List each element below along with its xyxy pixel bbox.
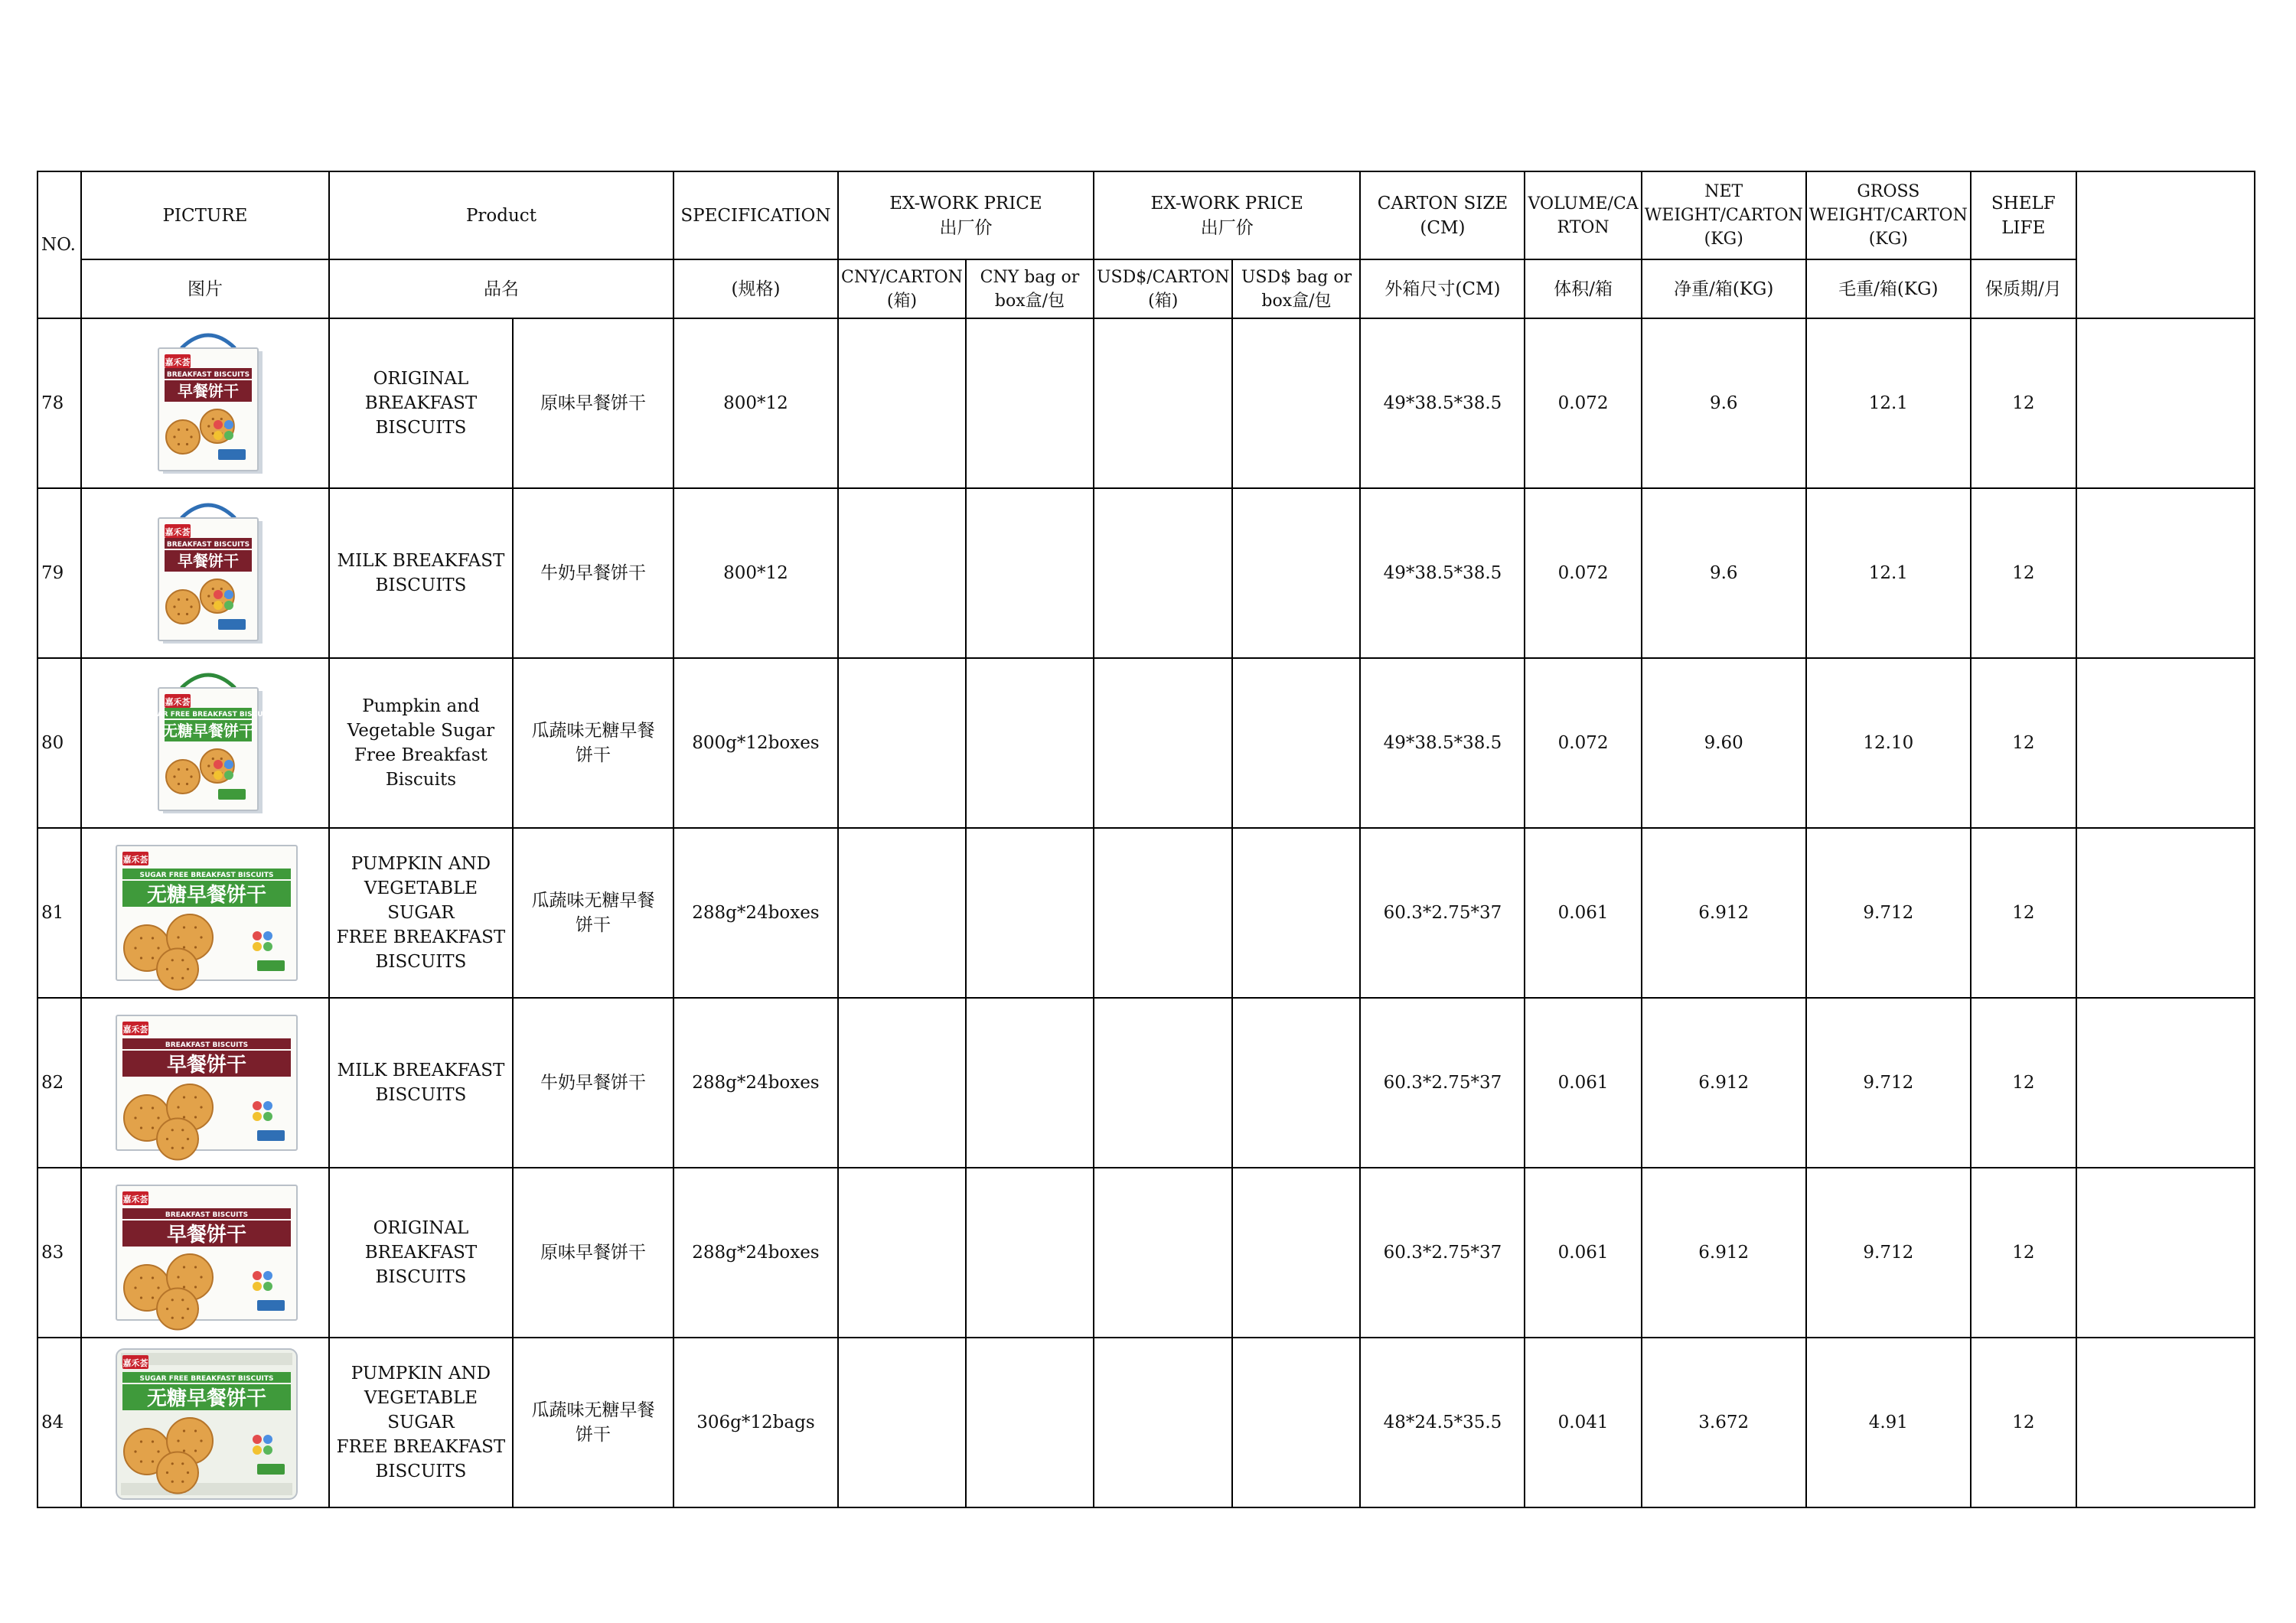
subheader-cny-bag-line2: box盒/包 [994, 291, 1065, 311]
specification-cell: 800g*12boxes [673, 658, 838, 828]
flavor-dot [214, 771, 223, 780]
net-weight-cell: 9.6 [1642, 488, 1806, 658]
volume-cell: 0.072 [1525, 488, 1641, 658]
cny-bag-price [966, 1168, 1094, 1338]
flavor-dot [263, 1282, 272, 1291]
flavor-dot [214, 760, 223, 769]
product-name-en-line: FREE BREAKFAST [336, 927, 506, 947]
product-picture [81, 1338, 329, 1507]
biscuit-image [166, 420, 200, 454]
product-name-en-line: BISCUITS [375, 1462, 467, 1481]
package-banner-text: SUGAR FREE BREAKFAST BISCUITS [141, 711, 276, 719]
subheader-usd-bag [1232, 259, 1360, 318]
header-no: NO. [38, 171, 81, 318]
subheader-picture: 图片 [81, 259, 329, 318]
cny-bag-price [966, 1338, 1094, 1507]
product-name-cn [513, 488, 673, 658]
package-banner-text: BREAKFAST BISCUITS [166, 371, 250, 379]
product-name-en-line: Free Breakfast [354, 745, 488, 765]
product-name-cn-line: 瓜蔬味无糖早餐 [531, 1400, 655, 1420]
subheader-specification: (规格) [673, 259, 838, 318]
product-name-en [329, 828, 513, 998]
product-name-en-line: BISCUITS [375, 418, 467, 438]
blank-cell [2076, 658, 2255, 828]
subheader-usd-carton [1094, 259, 1233, 318]
shelf-life-cell: 12 [1971, 658, 2076, 828]
subheader-cny-carton [838, 259, 966, 318]
carton-size-cell: 49*38.5*38.5 [1360, 658, 1525, 828]
net-weight-cell: 6.912 [1642, 1168, 1806, 1338]
flavor-badge [257, 1464, 285, 1475]
blank-cell [2076, 998, 2255, 1168]
flavor-dot [253, 1435, 262, 1444]
net-weight-cell: 9.6 [1642, 318, 1806, 488]
header-carton-size-line1: CARTON SIZE [1377, 193, 1508, 213]
carton-size-cell: 48*24.5*35.5 [1360, 1338, 1525, 1507]
flavor-dot [263, 1445, 272, 1455]
cny-carton-price [838, 828, 966, 998]
flavor-badge [257, 960, 285, 971]
flavor-dot [263, 1435, 272, 1444]
gross-weight-cell: 9.712 [1806, 828, 1971, 998]
product-name-cn-line: 原味早餐饼干 [540, 1243, 646, 1263]
table-row [38, 318, 2255, 488]
shelf-life-cell: 12 [1971, 318, 2076, 488]
flavor-dot [214, 431, 223, 440]
flavor-badge [218, 789, 246, 800]
product-name-en [329, 1168, 513, 1338]
product-name-cn-line: 牛奶早餐饼干 [540, 563, 646, 583]
row-number: 81 [38, 828, 81, 998]
specification-cell: 288g*24boxes [673, 1168, 838, 1338]
row-number: 79 [38, 488, 81, 658]
specification-cell: 800*12 [673, 488, 838, 658]
table-row [38, 658, 2255, 828]
flavor-dot [253, 1282, 262, 1291]
cny-bag-price [966, 828, 1094, 998]
volume-cell: 0.072 [1525, 318, 1641, 488]
product-name-en-line: ORIGINAL [373, 369, 469, 389]
product-picture [81, 828, 329, 998]
package-image [82, 829, 328, 997]
gross-weight-cell: 4.91 [1806, 1338, 1971, 1507]
biscuit-image [157, 1289, 198, 1330]
product-name-cn-line: 牛奶早餐饼干 [540, 1073, 646, 1093]
subheader-cny-bag [966, 259, 1094, 318]
subheader-usd-bag-line1: USD$ bag or [1241, 267, 1352, 287]
net-weight-cell: 6.912 [1642, 828, 1806, 998]
product-picture [81, 318, 329, 488]
cny-carton-price [838, 318, 966, 488]
flavor-dot [263, 942, 272, 951]
header-net-line2: WEIGHT/CARTON [1644, 206, 1803, 225]
subheader-usd-bag-line2: box盒/包 [1261, 291, 1332, 311]
product-rows [38, 318, 2255, 1507]
product-picture [81, 1168, 329, 1338]
header-shelf-line2: LIFE [2001, 217, 2046, 238]
cny-carton-price [838, 658, 966, 828]
subheader-volume: 体积/箱 [1525, 259, 1641, 318]
product-name-en-line: Biscuits [385, 770, 457, 790]
usd-carton-price [1094, 318, 1233, 488]
product-name-cn [513, 318, 673, 488]
brand-logo-text: 嘉禾荟 [165, 527, 191, 537]
flavor-dot [224, 771, 233, 780]
usd-carton-price [1094, 998, 1233, 1168]
header-volume [1525, 171, 1641, 259]
product-name-en-line: BREAKFAST [364, 1243, 478, 1263]
product-name-en-line: BISCUITS [375, 1267, 467, 1287]
usd-bag-price [1232, 828, 1360, 998]
flavor-badge [257, 1300, 285, 1311]
product-name-cn-line: 原味早餐饼干 [540, 393, 646, 413]
cny-carton-price [838, 998, 966, 1168]
package-label-text: 早餐饼干 [177, 552, 239, 570]
product-name-en-line: ORIGINAL [373, 1218, 469, 1238]
product-name-en [329, 1338, 513, 1507]
brand-logo-text: 嘉禾荟 [122, 1194, 148, 1204]
table-row [38, 488, 2255, 658]
header-gross-line1: GROSS [1857, 182, 1920, 201]
product-name-en-line: FREE BREAKFAST [336, 1437, 506, 1457]
product-name-cn-line: 瓜蔬味无糖早餐 [531, 721, 655, 741]
product-name-cn-line: 饼干 [575, 915, 611, 935]
cny-carton-price [838, 1338, 966, 1507]
header-exwork-usd [1094, 171, 1361, 259]
row-number: 78 [38, 318, 81, 488]
biscuit-image [157, 949, 198, 990]
net-weight-cell: 3.672 [1642, 1338, 1806, 1507]
net-weight-cell: 9.60 [1642, 658, 1806, 828]
volume-cell: 0.041 [1525, 1338, 1641, 1507]
package-label-text: 早餐饼干 [177, 382, 239, 400]
flavor-dot [263, 931, 272, 940]
price-list-table [37, 171, 2255, 1508]
volume-cell: 0.061 [1525, 828, 1641, 998]
usd-bag-price [1232, 1168, 1360, 1338]
subheader-net-weight: 净重/箱(KG) [1642, 259, 1806, 318]
header-product: Product [329, 171, 673, 259]
header-carton-size [1360, 171, 1525, 259]
header-exwork-cny-line1: EX-WORK PRICE [889, 193, 1042, 213]
brand-logo-text: 嘉禾荟 [122, 1025, 148, 1035]
gross-weight-cell: 12.1 [1806, 488, 1971, 658]
gross-weight-cell: 9.712 [1806, 998, 1971, 1168]
product-name-en-line: VEGETABLE SUGAR [364, 1388, 478, 1432]
flavor-badge [257, 1130, 285, 1141]
flavor-dot [214, 420, 223, 429]
subheader-cny-carton-line1: CNY/CARTON [841, 267, 963, 287]
shelf-life-cell: 12 [1971, 998, 2076, 1168]
header-gross-line2: WEIGHT/CARTON [1808, 206, 1968, 225]
usd-carton-price [1094, 1168, 1233, 1338]
gross-weight-cell: 9.712 [1806, 1168, 1971, 1338]
flavor-dot [224, 420, 233, 429]
product-name-en-line: MILK BREAKFAST [337, 1061, 505, 1080]
shelf-life-cell: 12 [1971, 1338, 2076, 1507]
row-number: 84 [38, 1338, 81, 1507]
biscuit-image [166, 590, 200, 624]
package-image [82, 999, 328, 1167]
subheader-shelf-life: 保质期/月 [1971, 259, 2076, 318]
handle-icon [181, 675, 235, 688]
product-name-en-line: Pumpkin and [362, 696, 480, 716]
header-net-weight [1642, 171, 1806, 259]
cny-bag-price [966, 488, 1094, 658]
flavor-dot [253, 1271, 262, 1280]
product-name-cn-line: 饼干 [575, 1425, 611, 1445]
header-gross-weight [1806, 171, 1971, 259]
table-row [38, 1338, 2255, 1507]
product-name-en [329, 658, 513, 828]
handle-icon [181, 335, 235, 348]
flavor-dot [253, 931, 262, 940]
subheader-cny-bag-line1: CNY bag or [980, 267, 1080, 287]
subheader-usd-carton-line2: (箱) [1148, 291, 1179, 311]
carton-size-cell: 49*38.5*38.5 [1360, 318, 1525, 488]
table-row [38, 1168, 2255, 1338]
brand-logo-text: 嘉禾荟 [165, 357, 191, 367]
header-specification: SPECIFICATION [673, 171, 838, 259]
carton-size-cell: 49*38.5*38.5 [1360, 488, 1525, 658]
product-name-en-line: Vegetable Sugar [347, 721, 495, 741]
product-name-en-line: PUMPKIN AND [351, 854, 491, 874]
handle-icon [181, 505, 235, 518]
volume-cell: 0.061 [1525, 1168, 1641, 1338]
flavor-dot [253, 1445, 262, 1455]
product-name-en-line: VEGETABLE SUGAR [364, 878, 478, 923]
header-shelf-life [1971, 171, 2076, 259]
blank-cell [2076, 318, 2255, 488]
cny-bag-price [966, 318, 1094, 488]
subheader-usd-carton-line1: USD$/CARTON [1096, 267, 1230, 287]
subheader-carton-size: 外箱尺寸(CM) [1360, 259, 1525, 318]
subheader-cny-carton-line2: (箱) [886, 291, 918, 311]
header-volume-line1: VOLUME/CA [1528, 194, 1639, 213]
usd-bag-price [1232, 998, 1360, 1168]
flavor-dot [263, 1271, 272, 1280]
cny-carton-price [838, 488, 966, 658]
flavor-dot [224, 760, 233, 769]
header-row [38, 171, 2255, 259]
usd-bag-price [1232, 658, 1360, 828]
row-number: 80 [38, 658, 81, 828]
header-exwork-cny [838, 171, 1094, 259]
flavor-dot [214, 601, 223, 610]
brand-logo-text: 嘉禾荟 [122, 855, 148, 865]
usd-bag-price [1232, 1338, 1360, 1507]
product-name-cn-line: 瓜蔬味无糖早餐 [531, 891, 655, 911]
biscuit-image [157, 1119, 198, 1160]
header-shelf-line1: SHELF [1991, 193, 2056, 213]
row-number: 83 [38, 1168, 81, 1338]
package-body [116, 1349, 297, 1499]
product-name-en [329, 318, 513, 488]
flavor-dot [253, 1101, 262, 1110]
header-exwork-cny-line2: 出厂价 [939, 217, 993, 238]
carton-size-cell: 60.3*2.75*37 [1360, 998, 1525, 1168]
biscuit-image [157, 1452, 198, 1494]
usd-bag-price [1232, 488, 1360, 658]
product-picture [81, 488, 329, 658]
flavor-dot [224, 590, 233, 599]
package-image [82, 1168, 328, 1337]
shelf-life-cell: 12 [1971, 1168, 2076, 1338]
header-picture: PICTURE [81, 171, 329, 259]
usd-carton-price [1094, 1338, 1233, 1507]
package-image [82, 1338, 328, 1507]
header-exwork-usd-line2: 出厂价 [1200, 217, 1254, 238]
header-net-line1: NET [1704, 182, 1743, 201]
product-name-cn [513, 828, 673, 998]
brand-logo-text: 嘉禾荟 [122, 1358, 148, 1368]
product-name-en-line: BISCUITS [375, 952, 467, 972]
header-exwork-usd-line1: EX-WORK PRICE [1150, 193, 1303, 213]
product-name-en-line: PUMPKIN AND [351, 1364, 491, 1383]
flavor-dot [263, 1112, 272, 1121]
flavor-dot [224, 431, 233, 440]
header-gross-line3: (KG) [1868, 230, 1908, 249]
row-number: 82 [38, 998, 81, 1168]
cny-bag-price [966, 658, 1094, 828]
specification-cell: 306g*12bags [673, 1338, 838, 1507]
volume-cell: 0.072 [1525, 658, 1641, 828]
cny-bag-price [966, 998, 1094, 1168]
product-name-cn [513, 1168, 673, 1338]
blank-cell [2076, 828, 2255, 998]
product-name-cn [513, 998, 673, 1168]
product-name-en [329, 488, 513, 658]
gross-weight-cell: 12.10 [1806, 658, 1971, 828]
product-picture [81, 998, 329, 1168]
flavor-dot [214, 590, 223, 599]
product-name-en-line: BISCUITS [375, 575, 467, 595]
product-name-cn [513, 1338, 673, 1507]
product-name-en [329, 998, 513, 1168]
header-carton-size-line2: (CM) [1420, 217, 1466, 238]
product-name-en-line: MILK BREAKFAST [337, 551, 505, 571]
biscuit-image [166, 760, 200, 794]
usd-carton-price [1094, 658, 1233, 828]
shelf-life-cell: 12 [1971, 488, 2076, 658]
specification-cell: 288g*24boxes [673, 998, 838, 1168]
flavor-dot [253, 1112, 262, 1121]
gross-weight-cell: 12.1 [1806, 318, 1971, 488]
flavor-badge [218, 619, 246, 630]
table-row [38, 828, 2255, 998]
carton-size-cell: 60.3*2.75*37 [1360, 828, 1525, 998]
package-banner-text: BREAKFAST BISCUITS [166, 541, 250, 549]
blank-cell [2076, 1338, 2255, 1507]
flavor-badge [218, 449, 246, 460]
specification-cell: 288g*24boxes [673, 828, 838, 998]
flavor-dot [224, 601, 233, 610]
table-row [38, 998, 2255, 1168]
subheader-gross-weight: 毛重/箱(KG) [1806, 259, 1971, 318]
header-blank [2076, 171, 2255, 318]
product-picture [81, 658, 329, 828]
usd-bag-price [1232, 318, 1360, 488]
blank-cell [2076, 1168, 2255, 1338]
product-name-en-line: BISCUITS [375, 1085, 467, 1105]
package-banner-text: BREAKFAST BISCUITS [165, 1041, 249, 1049]
shelf-life-cell: 12 [1971, 828, 2076, 998]
package-label-text: 无糖早餐饼干 [146, 884, 266, 907]
header-volume-line2: RTON [1557, 217, 1609, 237]
usd-carton-price [1094, 488, 1233, 658]
flavor-dot [253, 942, 262, 951]
cny-carton-price [838, 1168, 966, 1338]
package-label-text: 早餐饼干 [166, 1054, 246, 1077]
volume-cell: 0.061 [1525, 998, 1641, 1168]
package-banner-text: BREAKFAST BISCUITS [165, 1211, 249, 1219]
usd-carton-price [1094, 828, 1233, 998]
net-weight-cell: 6.912 [1642, 998, 1806, 1168]
flavor-dot [263, 1101, 272, 1110]
blank-cell [2076, 488, 2255, 658]
product-name-cn [513, 658, 673, 828]
subheader-row [38, 259, 2255, 318]
product-name-en-line: BREAKFAST [364, 393, 478, 413]
package-image [82, 659, 328, 827]
header-net-line3: (KG) [1704, 230, 1743, 249]
specification-cell: 800*12 [673, 318, 838, 488]
brand-logo-text: 嘉禾荟 [165, 697, 191, 707]
package-label-text: 无糖早餐饼干 [146, 1387, 266, 1410]
subheader-product: 品名 [329, 259, 673, 318]
carton-size-cell: 60.3*2.75*37 [1360, 1168, 1525, 1338]
package-banner-text: SUGAR FREE BREAKFAST BISCUITS [139, 872, 274, 879]
package-label-text: 无糖早餐饼干 [161, 722, 254, 740]
package-label-text: 早餐饼干 [166, 1224, 246, 1247]
package-image [82, 319, 328, 487]
product-name-cn-line: 饼干 [575, 745, 611, 765]
package-banner-text: SUGAR FREE BREAKFAST BISCUITS [139, 1375, 274, 1383]
package-image [82, 489, 328, 657]
